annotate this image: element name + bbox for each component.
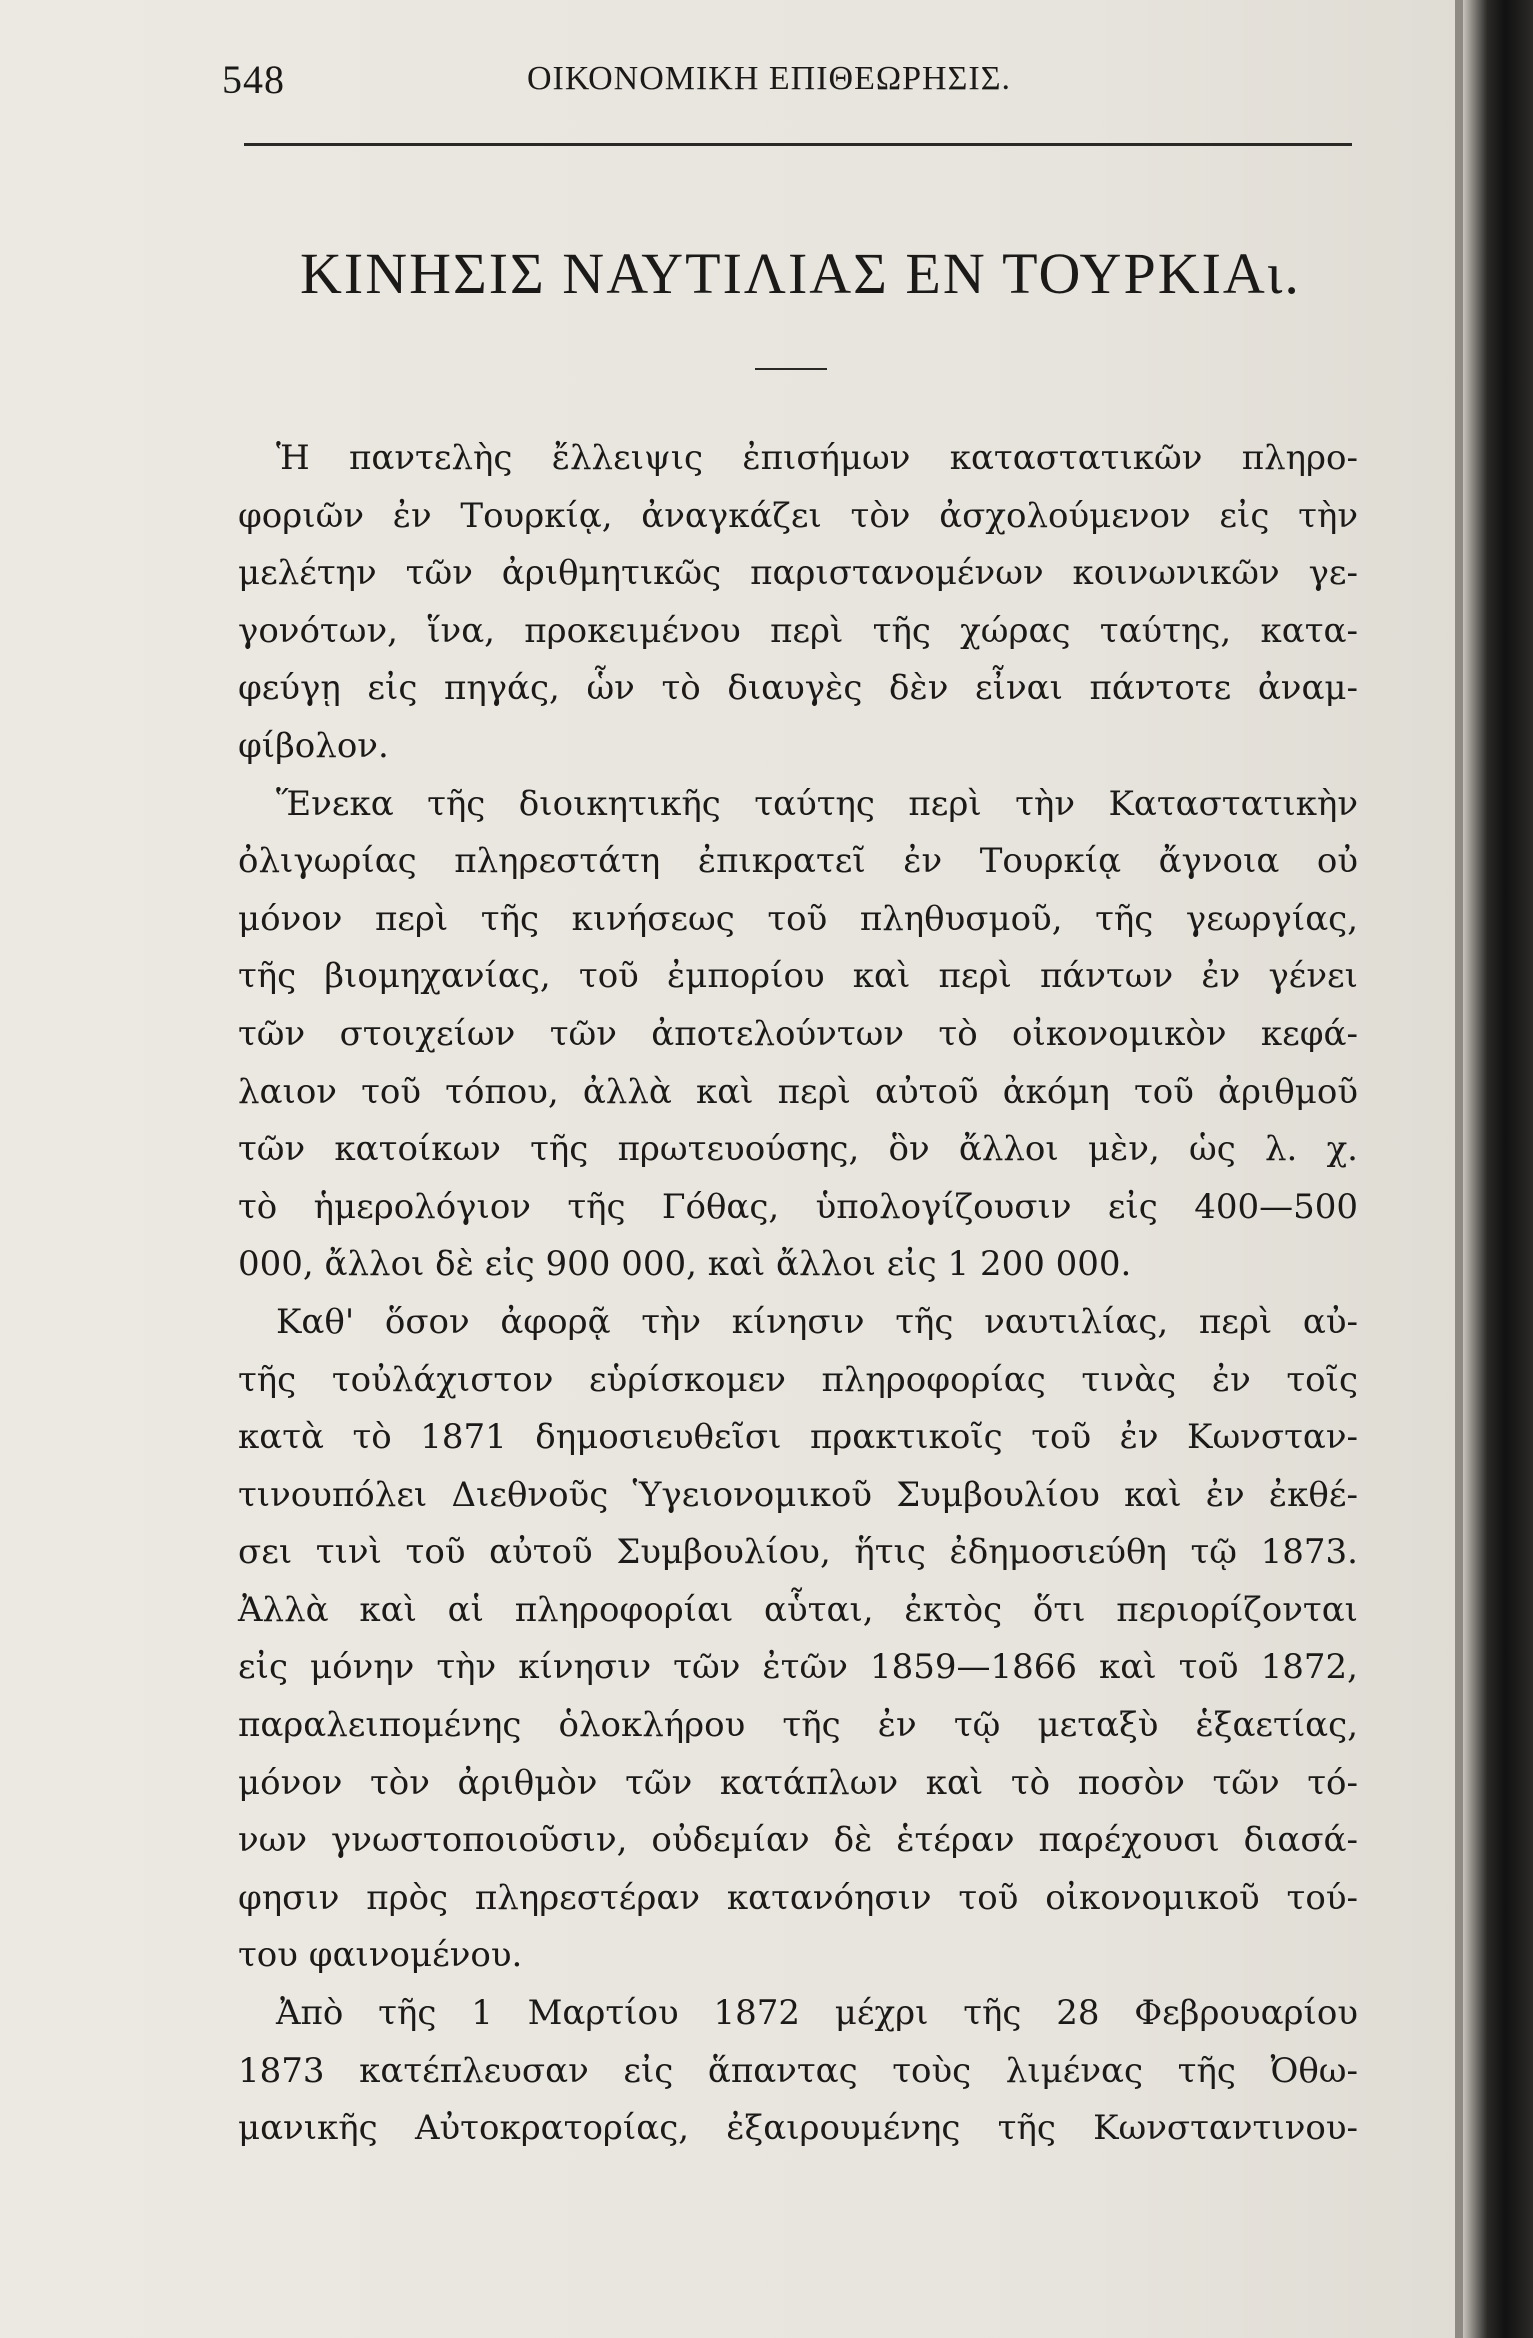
text-line: τινουπόλει Διεθνοῦς Ὑγειονομικοῦ Συμβουλίου καὶ ἐν ἐκθέ- [238,1474,1358,1515]
text-line: φησιν πρὸς πληρεστέραν κατανόησιν τοῦ οἰκονομικοῦ τού- [238,1877,1358,1918]
text-line: τὸ ἡμερολόγιον τῆς Γόθας, ὑπολογίζουσιν εἰς 400—500 [238,1186,1358,1227]
header-rule [244,143,1352,146]
text-line: του φαινομένου. [238,1935,523,1976]
page-number: 548 [222,57,285,102]
text-line: μόνον τὸν ἀριθμὸν τῶν κατάπλων καὶ τὸ ποσὸν τῶν τό- [238,1762,1358,1803]
text-line: τῶν κατοίκων τῆς πρωτευούσης, ὃν ἄλλοι μὲν, ὡς λ. χ. [238,1129,1358,1170]
text-line: φεύγῃ εἰς πηγάς, ὧν τὸ διαυγὲς δὲν εἶναι πάντοτε ἀναμ- [238,668,1358,709]
article-title: ΚΙΝΗΣΙΣ ΝΑΥΤΙΛΙΑΣ ΕΝ ΤΟΥΡΚΙΑι. [300,241,1301,306]
text-line: φοριῶν ἐν Τουρκίᾳ, ἀναγκάζει τὸν ἀσχολούμενον εἰς τὴν [238,495,1358,536]
page-edge [1455,0,1463,2338]
text-line: σει τινὶ τοῦ αὐτοῦ Συμβουλίου, ἥτις ἐδημοσιεύθη τῷ 1873. [238,1532,1358,1573]
text-line: Ἀπὸ τῆς 1 Μαρτίου 1872 μέχρι τῆς 28 Φεβρουαρίου [276,1993,1358,2034]
text-line: μελέτην τῶν ἀριθμητικῶς παριστανομένων κοινωνικῶν γε- [238,553,1358,594]
text-line: λαιον τοῦ τόπου, ἀλλὰ καὶ περὶ αὐτοῦ ἀκόμη τοῦ ἀριθμοῦ [238,1071,1358,1112]
text-line: 1873 κατέπλευσαν εἰς ἅπαντας τοὺς λιμένας τῆς Ὀθω- [238,2050,1358,2091]
text-line: μανικῆς Αὐτοκρατορίας, ἐξαιρουμένης τῆς Κωνσταντινου- [238,2108,1358,2149]
text-line: μόνον περὶ τῆς κινήσεως τοῦ πληθυσμοῦ, τῆς γεωργίας, [238,898,1358,939]
text-line: Ἡ παντελὴς ἔλλειψις ἐπισήμων καταστατικῶν πληρο- [276,438,1358,478]
text-line: τῆς βιομηχανίας, τοῦ ἐμπορίου καὶ περὶ πάντων ἐν γένει [238,956,1358,997]
text-line: Ἀλλὰ καὶ αἱ πληροφορίαι αὗται, ἐκτὸς ὅτι περιορίζονται [238,1589,1358,1630]
text-line: εἰς μόνην τὴν κίνησιν τῶν ἐτῶν 1859—1866 καὶ τοῦ 1872, [238,1647,1358,1688]
text-line: νων γνωστοποιοῦσιν, οὐδεμίαν δὲ ἑτέραν παρέχουσι διασά- [238,1820,1358,1861]
text-line: Καθ' ὅσον ἀφορᾷ τὴν κίνησιν τῆς ναυτιλίας, περὶ αὐ- [276,1301,1358,1342]
text-line: παραλειπομένης ὁλοκλήρου τῆς ἐν τῷ μεταξὺ ἑξαετίας, [238,1705,1358,1746]
text-line: γονότων, ἵνα, προκειμένου περὶ τῆς χώρας ταύτης, κατα- [238,610,1358,651]
text-line: κατὰ τὸ 1871 δημοσιευθεῖσι πρακτικοῖς τοῦ ἐν Κωνσταν- [238,1417,1358,1458]
text-line: φίβολον. [238,725,389,766]
book-binding-shadow [1463,0,1533,2338]
text-line: ὀλιγωρίας πληρεστάτη ἐπικρατεῖ ἐν Τουρκίᾳ ἄγνοια οὐ [238,841,1358,882]
text-line: Ἕνεκα τῆς διοικητικῆς ταύτης περὶ τὴν Καταστατικὴν [276,783,1358,824]
text-line: 000, ἄλλοι δὲ εἰς 900 000, καὶ ἄλλοι εἰς 1 200 000. [238,1244,1132,1285]
page-header [222,50,1352,110]
title-rule [755,368,827,370]
running-title: ΟΙΚΟΝΟΜΙΚΗ ΕΠΙΘΕΩΡΗΣΙΣ. [527,60,1012,97]
text-line: τῶν στοιχείων τῶν ἀποτελούντων τὸ οἰκονομικὸν κεφά- [238,1013,1358,1054]
article-body [238,430,1358,2158]
text-line: τῆς τοὐλάχιστον εὑρίσκομεν πληροφορίας τινὰς ἐν τοῖς [238,1359,1358,1400]
